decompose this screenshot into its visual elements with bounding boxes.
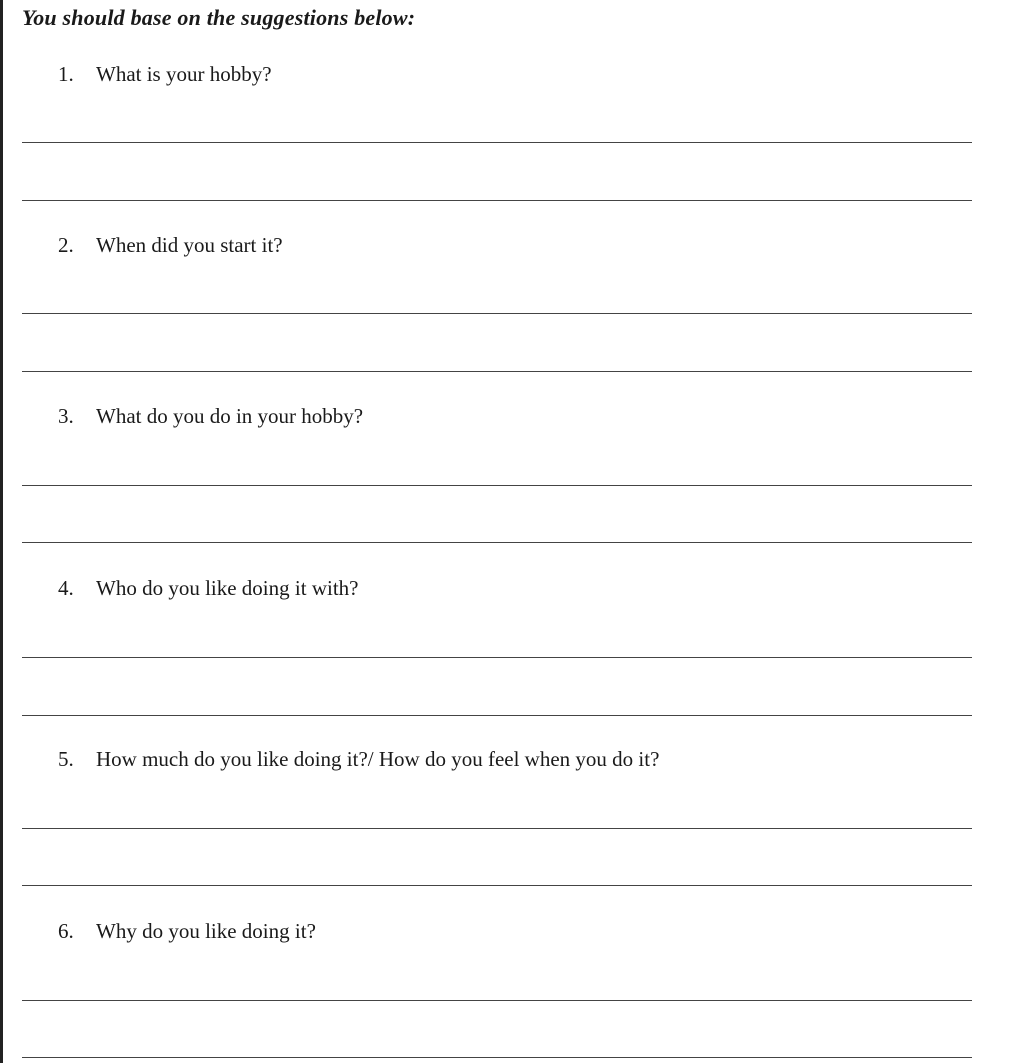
answer-line[interactable] — [22, 885, 972, 886]
question-number: 1. — [58, 62, 74, 86]
question-text: How much do you like doing it?/ How do you feel when you do it? — [96, 747, 660, 771]
question-text: When did you start it? — [96, 233, 283, 257]
instruction-heading: You should base on the suggestions below: — [22, 5, 416, 30]
answer-line[interactable] — [22, 371, 972, 372]
question-2 — [58, 233, 283, 258]
question-text: What is your hobby? — [96, 62, 272, 86]
answer-line[interactable] — [22, 1057, 972, 1058]
answer-line[interactable] — [22, 828, 972, 829]
question-number: 2. — [58, 233, 74, 257]
question-text: Who do you like doing it with? — [96, 576, 359, 600]
answer-line[interactable] — [22, 542, 972, 543]
question-5 — [58, 747, 659, 772]
question-number: 4. — [58, 576, 74, 600]
answer-line[interactable] — [22, 715, 972, 716]
question-text: Why do you like doing it? — [96, 919, 316, 943]
question-number: 5. — [58, 747, 74, 771]
answer-line[interactable] — [22, 200, 972, 201]
answer-line[interactable] — [22, 1000, 972, 1001]
question-number: 6. — [58, 919, 74, 943]
answer-line[interactable] — [22, 313, 972, 314]
answer-line[interactable] — [22, 142, 972, 143]
answer-line[interactable] — [22, 657, 972, 658]
page-left-border — [0, 0, 3, 1063]
question-4 — [58, 576, 358, 601]
question-number: 3. — [58, 404, 74, 428]
question-6 — [58, 919, 316, 944]
question-3 — [58, 404, 363, 429]
question-text: What do you do in your hobby? — [96, 404, 364, 428]
question-1 — [58, 62, 272, 87]
answer-line[interactable] — [22, 485, 972, 486]
